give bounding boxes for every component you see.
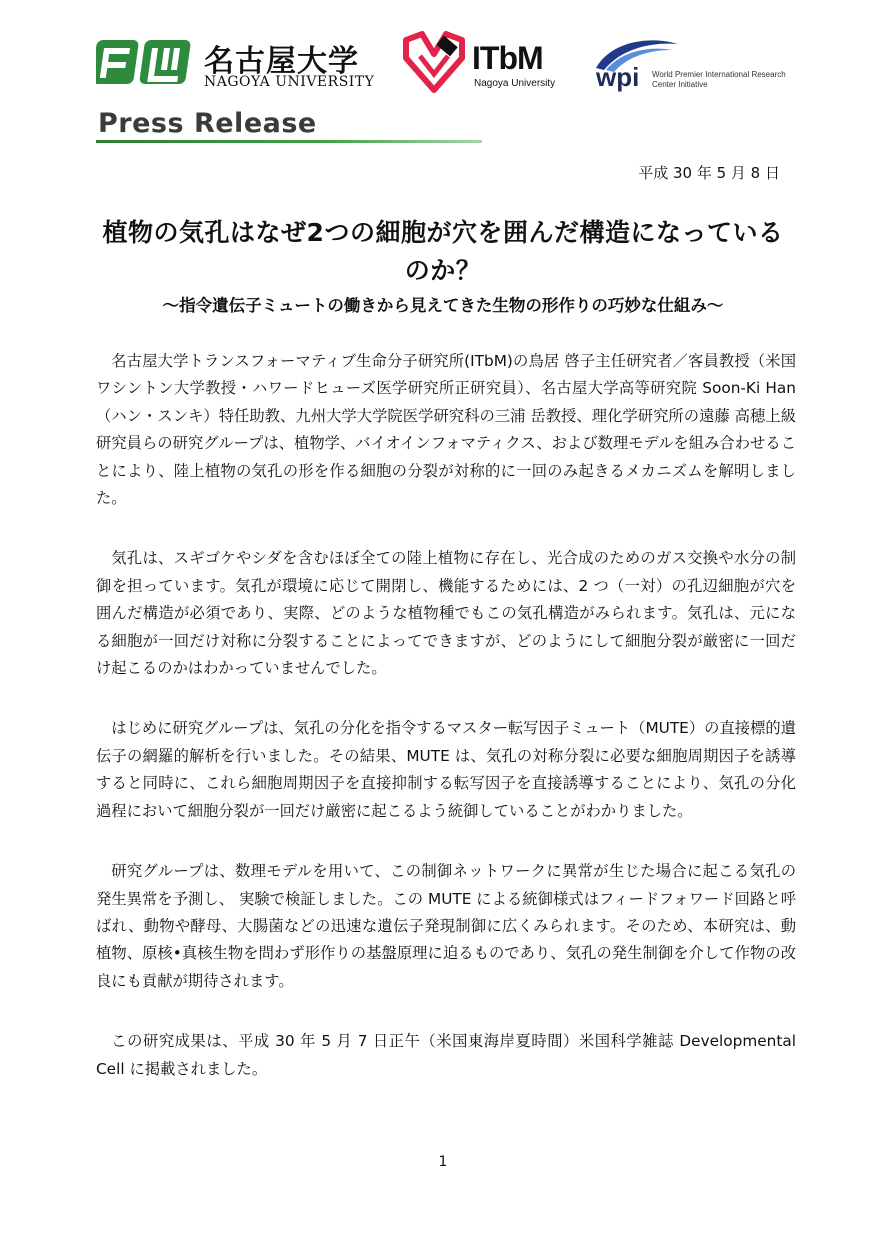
nagoya-university-emblem-icon (96, 34, 196, 90)
press-release-underline (96, 140, 482, 143)
paragraph: この研究成果は、平成 30 年 5 月 7 日正午（米国東海岸夏時間）米国科学雑誌 Developmental Cell に掲載されました。 (96, 1032, 796, 1078)
press-release-banner (96, 108, 796, 144)
wpi-description: World Premier International Research Center Initiative (652, 70, 786, 89)
itbm-emblem-icon (402, 30, 466, 94)
paragraph: 研究グループは、数理モデルを用いて、この制御ネットワークに異常が生じた場合に起こる気孔の発生異常を予測し、 実験で検証しました。この MUTE による統御様式はフィードフォワード回路と呼ばれ、動物や酵母、大腸菌などの迅速な遺伝子発現制御に広くみられます。そのため、本研究は、動植物、原核•真核生物を問わず形作りの基盤原理に迫るものであり、気孔の発生制御を介して作物の改良にも貢献が期待されます。 (96, 862, 796, 990)
document-title: 植物の気孔はなぜ2つの細胞が穴を囲んだ構造になっているのか？ (102, 218, 784, 285)
paragraph: はじめに研究グループは、気孔の分化を指令するマスター転写因子ミュート（MUTE）の直接標的遺伝子の網羅的解析を行いました。その結果、MUTE は、気孔の対称分裂に必要な細胞周期因子を誘導すると同時に、これら細胞周期因子を直接抑制する転写因子を直接誘導することにより、気孔の分化過程において細胞分裂が一回だけ厳密に起こるよう統御していることがわかりました。 (96, 719, 796, 820)
nagoya-university-logo (96, 34, 375, 96)
body-text (96, 348, 796, 1083)
page-number: 1 (438, 1154, 448, 1170)
itbm-logo (402, 30, 562, 96)
itbm-subtitle: Nagoya University (474, 78, 556, 89)
press-release-label: Press Release (98, 108, 317, 139)
paragraph: 名古屋大学トランスフォーマティブ生命分子研究所(ITbM)の鳥居 啓子主任研究者／客員教授（米国ワシントン大学教授・ハワードヒューズ医学研究所正研究員）、名古屋大学高等研究院 Soon-Ki Han（ハン・スンキ）特任助教、九州大学大学院医学研究科の三浦 岳教授、理化学研究所の遠藤 高穂上級研究員らの研究グループは、植物学、バイオインフォマティクス、および数理モデルを組み合わせることにより、陸上植物の気孔の形を作る細胞の分裂が対称的に一回のみ起きるメカニズムを解明しました。 (96, 352, 796, 508)
nagoya-university-name-jp: 名古屋大学 (204, 44, 359, 79)
header-logos (96, 30, 796, 100)
wpi-name: wpi (596, 62, 640, 92)
wpi-logo (592, 34, 792, 96)
paragraph: 気孔は、スギゴケやシダを含むほぼ全ての陸上植物に存在し、光合成のためのガス交換や水分の制御を担っています。気孔が環境に応じて開閉し、機能するためには、2 つ（一対）の孔辺細胞が穴を囲んだ構造が必須であり、実際、どのような植物種でもこの気孔構造がみられます。気孔は、元になる細胞が一回だけ対称に分裂することによってできますが、どのようにして細胞分裂が厳密に一回だけ起こるのかはわかっていませんでした。 (96, 549, 796, 678)
nagoya-university-name-en: NAGOYA UNIVERSITY (204, 74, 375, 90)
itbm-name: ITbM (472, 40, 543, 76)
release-date: 平成 30 年 5 月 8 日 (638, 164, 780, 182)
document-subtitle: ～指令遺伝子ミュートの働きから見えてきた生物の形作りの巧妙な仕組み～ (162, 296, 724, 315)
